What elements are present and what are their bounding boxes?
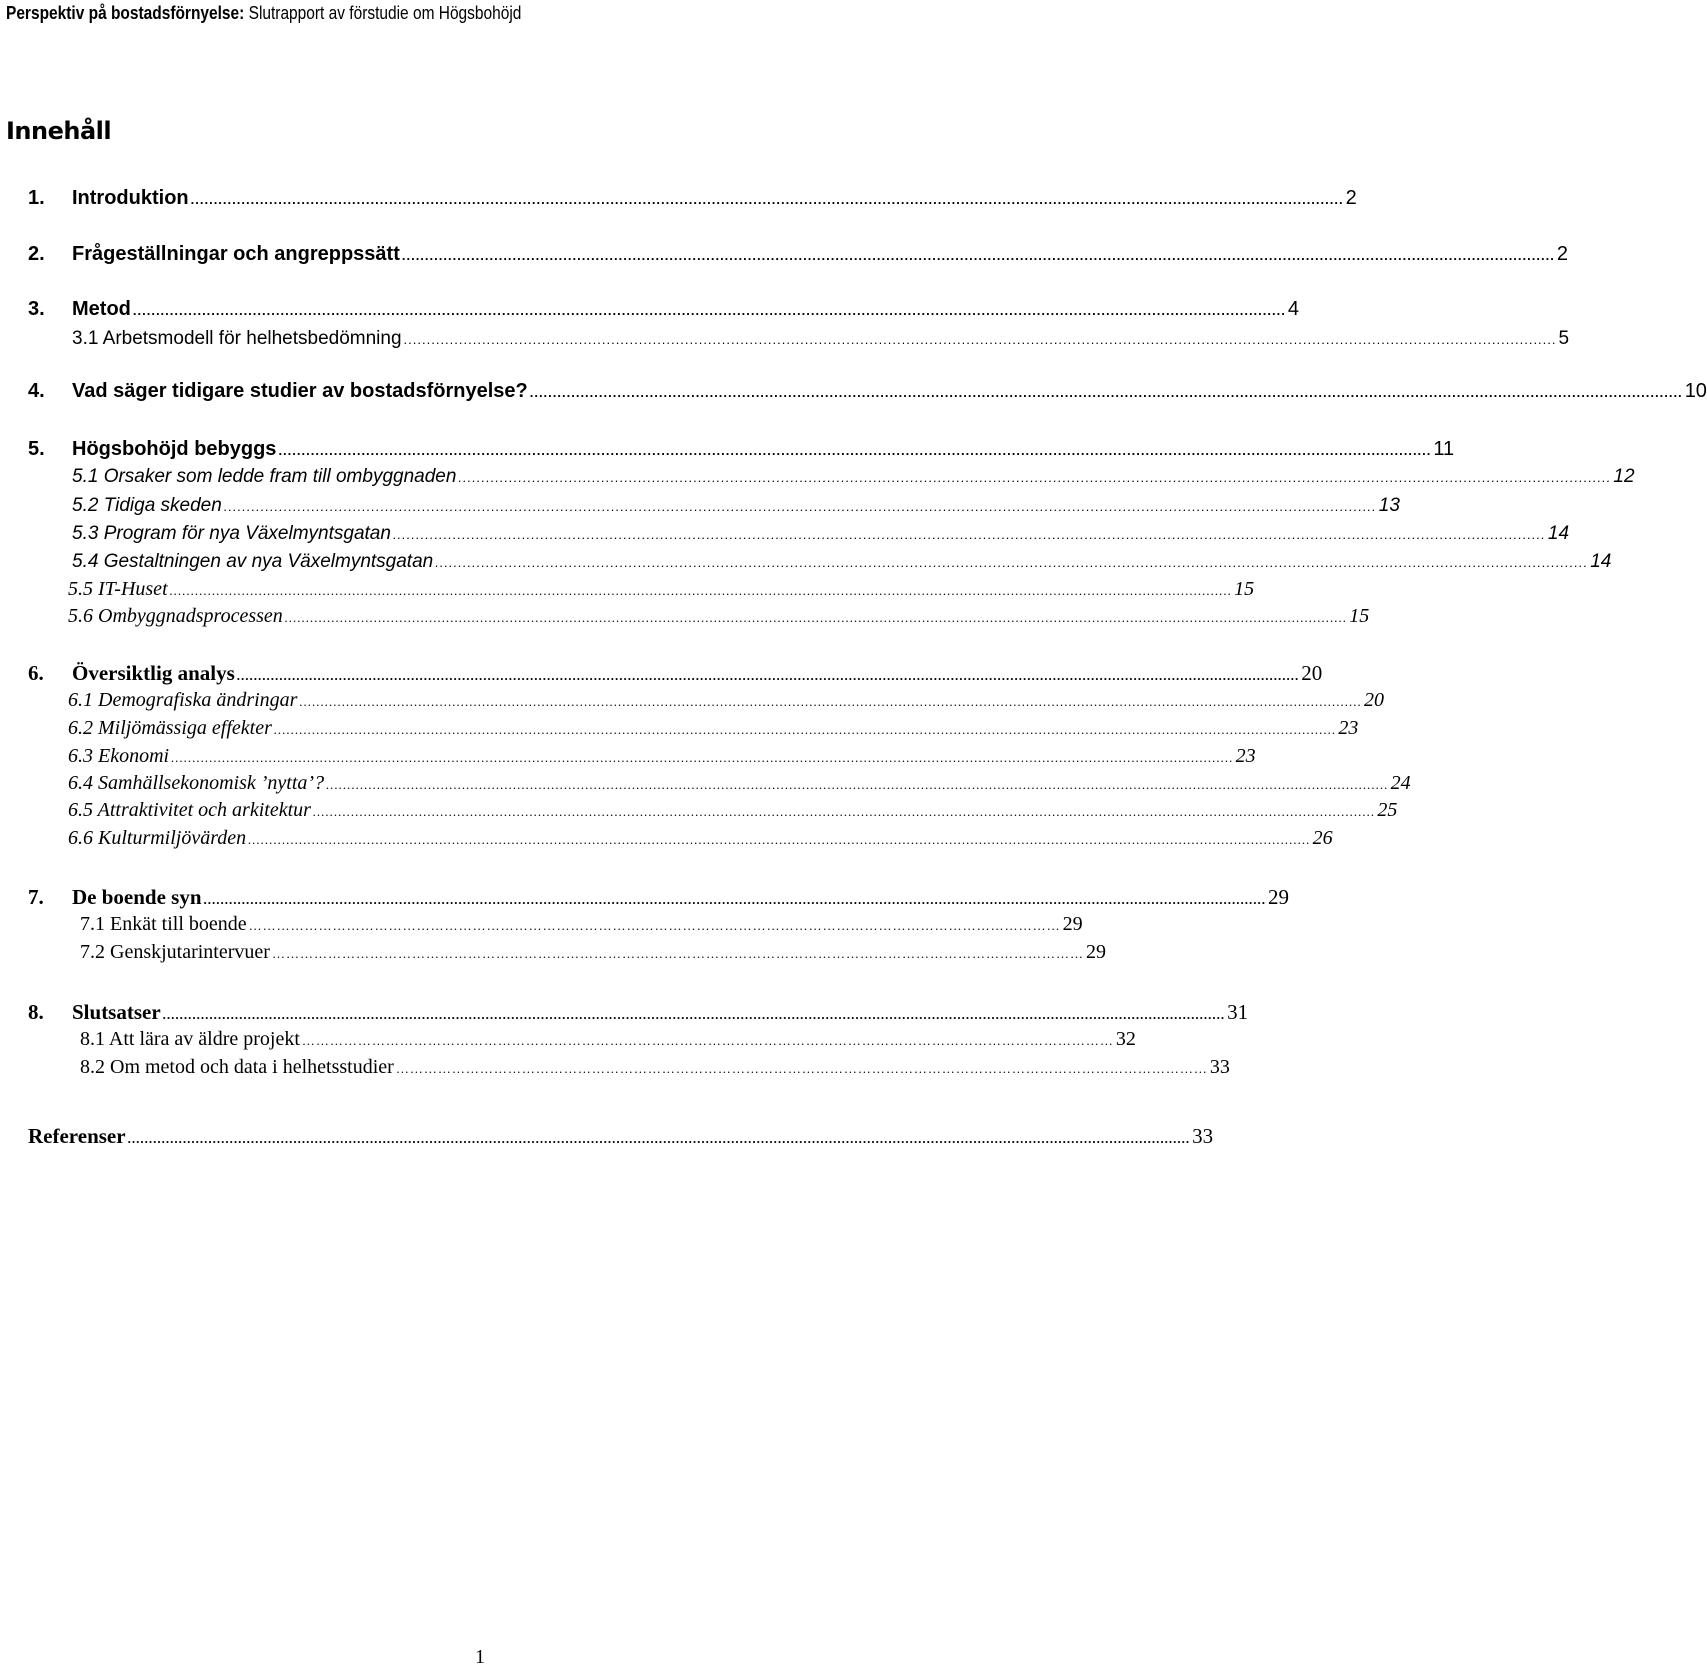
leader-dots: .......................................................................................................................................................................................................................................................... (435, 555, 1589, 570)
toc-entry-number: 6. (28, 661, 44, 685)
toc-entry-label: 6.5 Attraktivitet och arkitektur (68, 799, 311, 821)
toc-entry-label: 8.2 Om metod och data i helhetsstudier (80, 1056, 394, 1078)
leader-dots: .......................................................................................................................................................................................................................................................... (162, 1007, 1226, 1022)
toc-entry-page: 33 (1209, 1056, 1230, 1078)
toc-entry-label: 5.2 Tidiga skeden (72, 495, 222, 516)
toc-entry-page: 2 (1345, 187, 1357, 209)
toc-entry-page: 32 (1115, 1028, 1136, 1050)
toc-entry-number: 1. (28, 187, 45, 209)
toc-entry-5-5[interactable] (68, 578, 1255, 601)
toc-entry-label: 6.4 Samhällsekonomisk ’nytta’? (68, 772, 325, 794)
toc-entry-label: Slutsatser (72, 1000, 161, 1024)
toc-entry-5-3[interactable] (72, 523, 1570, 545)
toc-entry-number: 2. (28, 243, 45, 265)
toc-entry-6-2[interactable] (68, 717, 1359, 740)
toc-entry-page: 29 (1062, 913, 1083, 935)
toc-entry-number: 3. (28, 298, 45, 320)
toc-entry-label: 8.1 Att lära av äldre projekt (80, 1028, 300, 1050)
toc-entry-6-oversiktlig-analys[interactable] (28, 661, 1323, 686)
toc-entry-5-6[interactable] (68, 605, 1370, 628)
toc-entry-page: 23 (1235, 745, 1256, 767)
toc-entry-label: Introduktion (72, 187, 189, 209)
toc-entry-6-6[interactable] (68, 827, 1333, 850)
toc-entry-7-1[interactable] (80, 913, 1083, 936)
toc-entry-label: 6.1 Demografiska ändringar (68, 689, 298, 711)
header-subtitle: Slutrapport av förstudie om Högsbohöjd (244, 3, 522, 23)
toc-entry-page: 24 (1390, 772, 1411, 794)
leader-dots: .......................................................................................................................................................................................................................................................... (190, 192, 1344, 207)
toc-entry-page: 33 (1192, 1124, 1214, 1148)
leader-dots: .......................................................................................................................................................................................................................................................... (458, 470, 1612, 485)
toc-entry-label: Vad säger tidigare studier av bostadsförnyelse? (72, 380, 528, 402)
toc-entry-label: 3.1 Arbetsmodell för helhetsbedömning (72, 328, 402, 349)
toc-entry-label: Högsbohöjd bebyggs (72, 438, 277, 460)
toc-entry-label: De boende syn (72, 885, 202, 909)
page-number: 1 (475, 1646, 485, 1668)
toc-entry-page: 14 (1590, 551, 1612, 572)
toc-entry-page: 25 (1377, 799, 1398, 821)
toc-entry-page: 23 (1338, 717, 1359, 739)
toc-entry-3-1[interactable] (72, 328, 1570, 350)
toc-entry-3-metod[interactable] (28, 298, 1299, 321)
toc-entry-page: 14 (1547, 523, 1570, 544)
toc-entry-page: 11 (1433, 438, 1455, 460)
toc-entry-label: Översiktlig analys (72, 661, 235, 685)
toc-entry-page: 10 (1684, 380, 1707, 402)
leader-dots: .......................................................................................................................................................................................................................................................... (403, 332, 1557, 347)
toc-entry-label: 6.3 Ekonomi (68, 745, 170, 767)
toc-entry-label: 5.6 Ombyggnadsprocessen (68, 605, 283, 627)
toc-entry-label: Metod (72, 298, 131, 320)
toc-entry-5-hogsbohojd[interactable] (28, 438, 1455, 461)
leader-dots: ………………………………………………………………………………………………………………………………………………………… (248, 918, 1061, 933)
toc-entry-number: 7. (28, 885, 44, 909)
toc-entry-7-de-boende-syn[interactable] (28, 885, 1290, 910)
toc-entry-page: 29 (1268, 885, 1290, 909)
leader-dots: .......................................................................................................................................................................................................................................................... (392, 527, 1546, 542)
toc-entry-6-1[interactable] (68, 689, 1384, 712)
toc-entry-label: 7.2 Genskjutarintervuer (80, 941, 270, 963)
toc-entry-5-1[interactable] (72, 466, 1635, 488)
leader-dots: .......................................................................................................................................................................................................................................................... (299, 694, 1362, 709)
toc-entry-number: 5. (28, 438, 45, 460)
toc-entry-label: 5.1 Orsaker som ledde fram till ombyggnaden (72, 466, 457, 487)
toc-entry-label: 6.2 Miljömässiga effekter (68, 717, 272, 739)
toc-entry-label: 5.3 Program för nya Växelmyntsgatan (72, 523, 391, 544)
header-title: Perspektiv på bostadsförnyelse: (6, 3, 245, 23)
toc-entry-page: 15 (1349, 605, 1370, 627)
leader-dots: .......................................................................................................................................................................................................................................................... (248, 832, 1311, 847)
toc-entry-5-4[interactable] (72, 551, 1612, 573)
leader-dots: ………………………………………………………………………………………………………………………………………………………… (271, 946, 1084, 961)
leader-dots: .......................................................................................................................................................................................................................................................... (132, 303, 1286, 318)
leader-dots: .......................................................................................................................................................................................................................................................... (169, 583, 1233, 598)
leader-dots: .......................................................................................................................................................................................................................................................... (223, 499, 1377, 514)
toc-entry-page: 15 (1234, 578, 1255, 600)
leader-dots: .......................................................................................................................................................................................................................................................... (236, 668, 1300, 683)
toc-entry-8-slutsatser[interactable] (28, 1000, 1249, 1025)
leader-dots: .......................................................................................................................................................................................................................................................... (529, 385, 1683, 400)
toc-entry-page: 29 (1085, 941, 1106, 963)
leader-dots: .......................................................................................................................................................................................................................................................... (326, 777, 1389, 792)
leader-dots: .......................................................................................................................................................................................................................................................... (284, 610, 1348, 625)
toc-entry-6-5[interactable] (68, 799, 1398, 822)
toc-entry-6-4[interactable] (68, 772, 1411, 795)
toc-entry-label: 5.5 IT-Huset (68, 578, 168, 600)
leader-dots: .......................................................................................................................................................................................................................................................... (127, 1131, 1191, 1146)
leader-dots: ………………………………………………………………………………………………………………………………………………………… (301, 1033, 1114, 1048)
toc-entry-number: 8. (28, 1000, 44, 1024)
toc-entry-page: 12 (1613, 466, 1635, 487)
toc-entry-1-introduktion[interactable] (28, 187, 1357, 210)
toc-entry-page: 4 (1287, 298, 1299, 320)
leader-dots: ………………………………………………………………………………………………………………………………………………………… (395, 1061, 1208, 1076)
running-header (6, 0, 521, 26)
leader-dots: .......................................................................................................................................................................................................................................................... (278, 443, 1432, 458)
toc-entry-2-fragestallningar[interactable] (28, 243, 1568, 266)
toc-entry-page: 20 (1363, 689, 1384, 711)
toc-entry-4-tidigare-studier[interactable] (28, 380, 1707, 403)
toc-entry-8-1[interactable] (80, 1028, 1136, 1051)
leader-dots: .......................................................................................................................................................................................................................................................... (273, 722, 1337, 737)
toc-entry-page: 2 (1556, 243, 1568, 265)
toc-entry-number: 4. (28, 380, 45, 402)
leader-dots: .......................................................................................................................................................................................................................................................... (171, 750, 1234, 765)
leader-dots: .......................................................................................................................................................................................................................................................... (401, 248, 1555, 263)
toc-entry-8-2[interactable] (80, 1056, 1230, 1079)
leader-dots: .......................................................................................................................................................................................................................................................... (203, 892, 1267, 907)
toc-entry-page: 20 (1301, 661, 1323, 685)
toc-entry-label: 7.1 Enkät till boende (80, 913, 247, 935)
toc-entry-page: 26 (1312, 827, 1333, 849)
toc-entry-7-2[interactable] (80, 941, 1106, 964)
leader-dots: .......................................................................................................................................................................................................................................................... (312, 804, 1376, 819)
toc-entry-page: 13 (1378, 495, 1400, 516)
toc-entry-label: Referenser (28, 1124, 126, 1148)
toc-entry-label: 6.6 Kulturmiljövärden (68, 827, 247, 849)
toc-entry-label: Frågeställningar och angreppssätt (72, 243, 400, 265)
toc-entry-5-2[interactable] (72, 495, 1400, 517)
toc-heading: Innehåll (6, 117, 112, 145)
toc-entry-page: 31 (1227, 1000, 1249, 1024)
toc-entry-page: 5 (1558, 328, 1570, 349)
toc-entry-label: 5.4 Gestaltningen av nya Växelmyntsgatan (72, 551, 434, 572)
toc-entry-6-3[interactable] (68, 745, 1256, 768)
toc-entry-referenser[interactable] (28, 1124, 1214, 1149)
